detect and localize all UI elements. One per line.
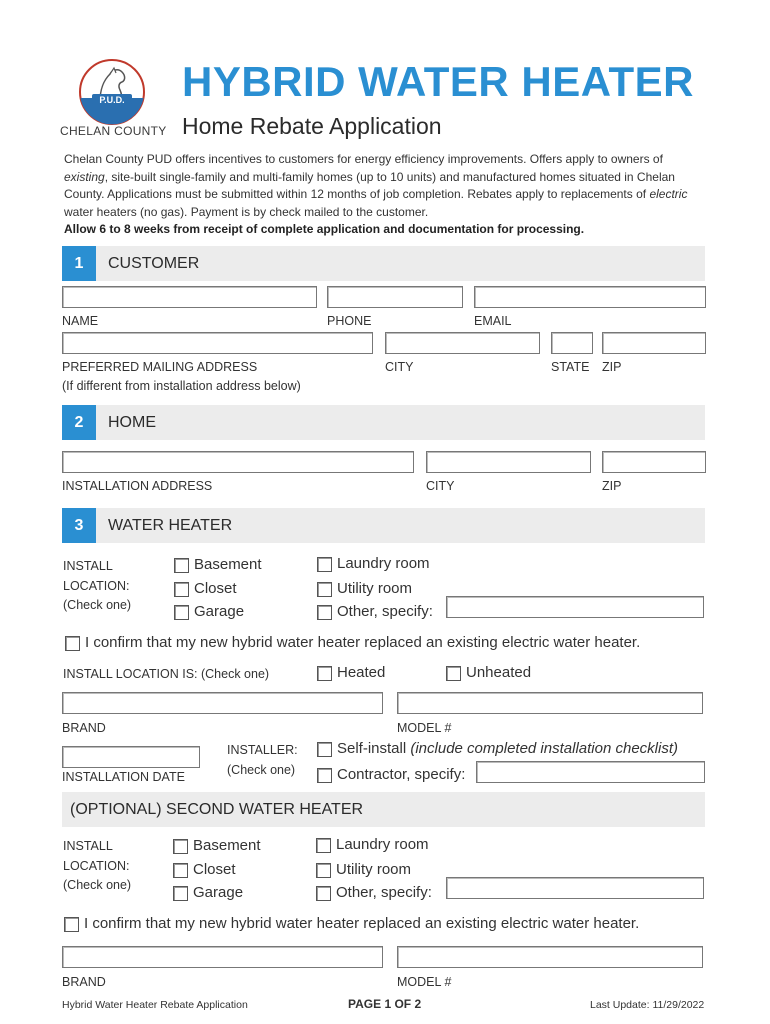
mailing-address-label: PREFERRED MAILING ADDRESS (62, 360, 258, 374)
self-install-checkbox[interactable] (317, 742, 332, 757)
heated-checkbox[interactable] (317, 666, 332, 681)
section-label: HOME (108, 414, 156, 431)
garage-checkbox[interactable] (174, 605, 189, 620)
section-customer-header (62, 246, 705, 281)
page-subtitle: Home Rebate Application (182, 113, 442, 139)
laundry-room-label: Laundry room (337, 555, 430, 572)
other-location-checkbox[interactable] (317, 605, 332, 620)
installation-address-label: INSTALLATION ADDRESS (62, 479, 213, 493)
second-laundry-room-checkbox[interactable] (316, 838, 331, 853)
section-label: (OPTIONAL) SECOND WATER HEATER (70, 801, 364, 818)
contractor-checkbox[interactable] (317, 768, 332, 783)
logo-badge-text: P.U.D. (99, 95, 125, 105)
installation-date-field[interactable] (62, 746, 200, 768)
page-title: HYBRID WATER HEATER (182, 58, 694, 105)
phone-field[interactable] (327, 286, 463, 308)
basement-checkbox[interactable] (174, 558, 189, 573)
page-number: PAGE 1 OF 2 (348, 997, 422, 1011)
mailing-city-field[interactable] (385, 332, 540, 354)
section-number: 3 (62, 508, 96, 543)
installer-label-1: INSTALLER: (227, 743, 298, 757)
second-confirm-replacement-checkbox[interactable] (64, 917, 79, 932)
installation-address-field[interactable] (62, 451, 414, 473)
second-install-location-label-1: INSTALL (63, 839, 113, 853)
second-utility-room-checkbox[interactable] (316, 863, 331, 878)
second-model-field[interactable] (397, 946, 703, 968)
second-laundry-room-label: Laundry room (336, 836, 429, 853)
second-utility-room-label: Utility room (336, 861, 412, 878)
second-basement-checkbox[interactable] (173, 839, 188, 854)
closet-label: Closet (194, 580, 237, 597)
unheated-label: Unheated (466, 664, 532, 681)
section-second-heater-header (62, 792, 705, 827)
section-label: CUSTOMER (108, 255, 200, 272)
install-location-label-1: INSTALL (63, 559, 113, 573)
logo-text: CHELAN COUNTY (60, 124, 167, 138)
model-label: MODEL # (397, 721, 452, 735)
install-location-label-3: (Check one) (63, 598, 132, 612)
garage-label: Garage (194, 603, 245, 620)
mailing-address-note: (If different from installation address below) (62, 379, 301, 393)
brand-label: BRAND (62, 721, 106, 735)
heated-label: Heated (337, 664, 386, 681)
contractor-field[interactable] (476, 761, 705, 783)
model-field[interactable] (397, 692, 703, 714)
second-other-location-field[interactable] (446, 877, 704, 899)
mailing-state-label: STATE (551, 360, 590, 374)
install-location-label-2: LOCATION: (63, 579, 130, 593)
second-model-label: MODEL # (397, 975, 452, 989)
other-location-label: Other, specify: (337, 603, 433, 620)
self-install-label: Self-install (include completed installation checklist) (337, 740, 678, 757)
closet-checkbox[interactable] (174, 582, 189, 597)
last-update: Last Update: 11/29/2022 (590, 999, 705, 1011)
second-closet-checkbox[interactable] (173, 863, 188, 878)
laundry-room-checkbox[interactable] (317, 557, 332, 572)
confirm-replacement-checkbox[interactable] (65, 636, 80, 651)
phone-label: PHONE (327, 314, 372, 328)
confirm-replacement-label: I confirm that my new hybrid water heater replaced an existing electric water heater. (85, 634, 641, 651)
other-location-field[interactable] (446, 596, 704, 618)
second-garage-label: Garage (193, 884, 244, 901)
installer-label-2: (Check one) (227, 763, 296, 777)
utility-room-label: Utility room (337, 580, 413, 597)
installation-zip-field[interactable] (602, 451, 706, 473)
section-label: WATER HEATER (108, 517, 233, 534)
footer-doc-title: Hybrid Water Heater Rebate Application (62, 999, 248, 1011)
second-brand-label: BRAND (62, 975, 106, 989)
contractor-label: Contractor, specify: (337, 766, 466, 783)
mailing-address-field[interactable] (62, 332, 373, 354)
mailing-zip-label: ZIP (602, 360, 622, 374)
second-other-location-checkbox[interactable] (316, 886, 331, 901)
section-home-header (62, 405, 705, 440)
brand-field[interactable] (62, 692, 383, 714)
mailing-state-field[interactable] (551, 332, 593, 354)
section-number: 2 (62, 405, 96, 440)
second-brand-field[interactable] (62, 946, 383, 968)
installation-date-label: INSTALLATION DATE (62, 770, 185, 784)
unheated-checkbox[interactable] (446, 666, 461, 681)
installation-city-label: CITY (426, 479, 455, 493)
basement-label: Basement (194, 556, 262, 573)
mailing-city-label: CITY (385, 360, 414, 374)
second-garage-checkbox[interactable] (173, 886, 188, 901)
installation-zip-label: ZIP (602, 479, 622, 493)
utility-room-checkbox[interactable] (317, 582, 332, 597)
email-label: EMAIL (474, 314, 512, 328)
second-closet-label: Closet (193, 861, 236, 878)
second-install-location-label-3: (Check one) (63, 878, 132, 892)
section-water-heater-header (62, 508, 705, 543)
installation-city-field[interactable] (426, 451, 591, 473)
location-is-label: INSTALL LOCATION IS: (Check one) (63, 667, 270, 681)
pud-logo-icon (78, 58, 146, 126)
email-field[interactable] (474, 286, 706, 308)
name-label: NAME (62, 314, 99, 328)
name-field[interactable] (62, 286, 317, 308)
mailing-zip-field[interactable] (602, 332, 706, 354)
processing-note: Allow 6 to 8 weeks from receipt of complete application and documentation for processing. (64, 222, 585, 236)
second-basement-label: Basement (193, 837, 261, 854)
intro-text: Chelan County PUD offers incentives to customers for energy efficiency improvements. Offers apply to owners of existing, site-built single-family and multi-family homes (up to 10 units) and manufactured homes situated in Chelan County. Applications must be submitted within 12 months of job completion. Rebates apply to replacements of electric water heaters (no gas). Payment is by check mailed to the customer. Allow 6 to 8 weeks from receipt of complete application and documentation for processing. (64, 151, 704, 239)
second-other-location-label: Other, specify: (336, 884, 432, 901)
section-number: 1 (62, 246, 96, 281)
second-install-location-label-2: LOCATION: (63, 859, 130, 873)
second-confirm-replacement-label: I confirm that my new hybrid water heater replaced an existing electric water heater. (84, 915, 640, 932)
